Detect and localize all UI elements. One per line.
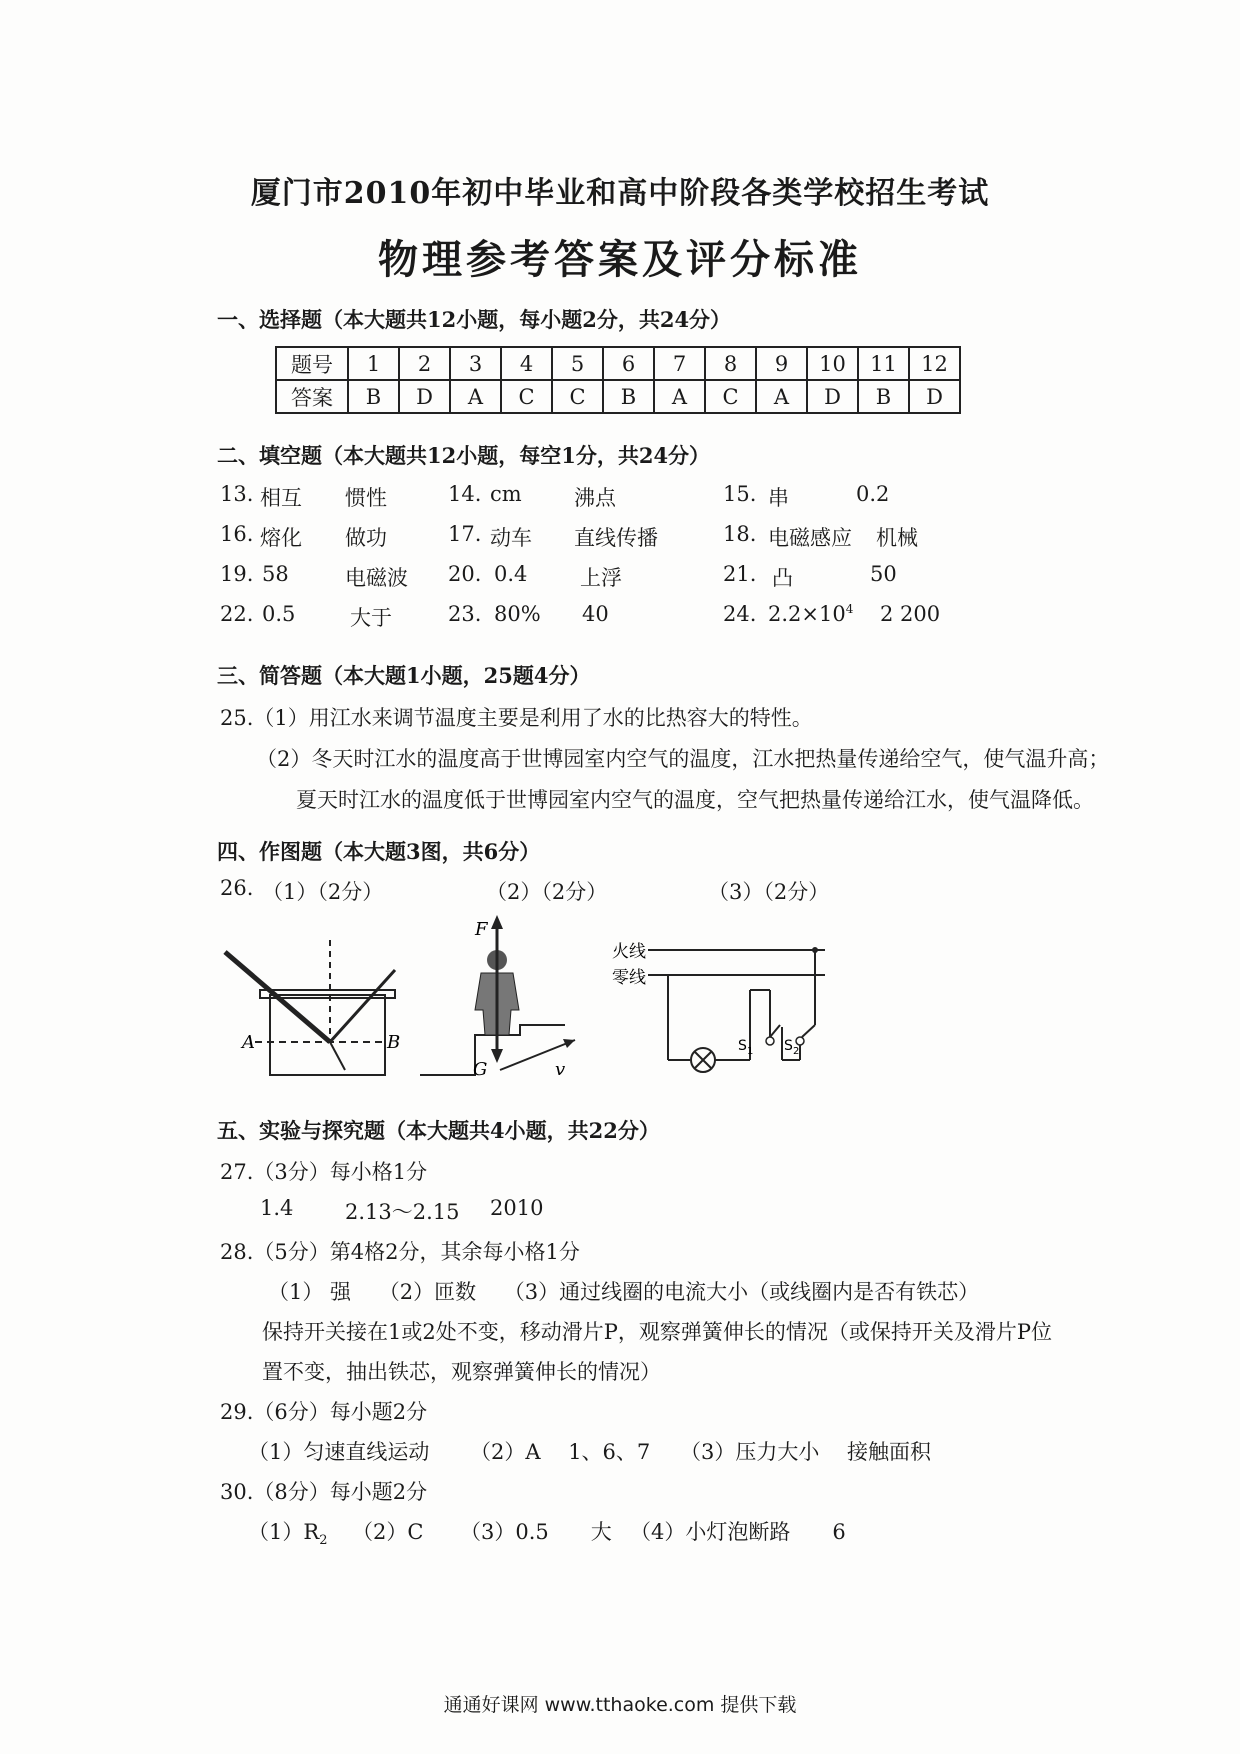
q27-answer1: 1.4: [260, 1196, 294, 1220]
label-live-wire: 火线: [612, 942, 646, 962]
fill-answer: 电磁感应: [768, 526, 852, 550]
fill-answer: 串: [768, 486, 789, 510]
fill-number: 16.: [220, 522, 254, 546]
section1-heading: 一、选择题（本大题共12小题，每小题2分，共24分）: [217, 307, 732, 332]
fill-number: 18.: [723, 522, 757, 546]
fill-number: 24.: [723, 602, 757, 626]
answer-cell: B: [348, 380, 399, 413]
fill-answer: 80%: [494, 602, 541, 626]
fill-number: 17.: [448, 522, 482, 546]
fill-answer: 直线传播: [574, 526, 658, 550]
q29-title: 29.（6分）每小题2分: [220, 1400, 428, 1424]
question-number: 1: [348, 347, 399, 380]
fill-answer: 电磁波: [345, 566, 408, 590]
q28-title: 28.（5分）第4格2分，其余每小格1分: [220, 1240, 580, 1264]
fill-number: 20.: [448, 562, 482, 586]
fill-answer: 相互: [260, 486, 302, 510]
label-s2: S: [784, 1038, 793, 1054]
fill-answer: 0.4: [494, 562, 528, 586]
figure-light-reflection: [215, 930, 405, 1090]
label-v: v: [555, 1059, 566, 1080]
answer-key-title: 物理参考答案及评分标准: [378, 236, 862, 283]
table-row-numbers: [276, 347, 960, 380]
row-label-answers: 答案: [276, 380, 348, 413]
fill-answer: 做功: [345, 526, 387, 550]
question-number: 6: [603, 347, 654, 380]
answer-cell: C: [501, 380, 552, 413]
section2-heading: 二、填空题（本大题共12小题，每空1分，共24分）: [217, 443, 711, 468]
footer-credit: 通通好课网 www.tthaoke.com 提供下载: [443, 1694, 797, 1716]
q29-answer3: （3）压力大小 接触面积: [680, 1440, 932, 1464]
fill-answer: cm: [490, 482, 522, 506]
fill-answer: 上浮: [580, 566, 622, 590]
answer-cell: A: [654, 380, 705, 413]
q28-line3: 置不变，抽出铁芯，观察弹簧伸长的情况）: [262, 1360, 661, 1384]
q25-line3: 夏天时江水的温度低于世博园室内空气的温度，空气把热量传递给江水，使气温降低。: [296, 788, 1094, 812]
question-number: 5: [552, 347, 603, 380]
answer-cell: A: [756, 380, 807, 413]
fill-answer-24: $2.2\times 10^4$: [768, 602, 854, 626]
fill-number: 13.: [220, 482, 254, 506]
q27-answer3: 2010: [490, 1196, 544, 1220]
q29-answer1: （1）匀速直线运动: [248, 1440, 430, 1464]
label-f: F: [475, 919, 488, 940]
fill-number: 22.: [220, 602, 254, 626]
answer-cell: B: [858, 380, 909, 413]
fill-answer: 机械: [876, 526, 918, 550]
fill-answer: 0.2: [856, 482, 890, 506]
answer-cell: D: [807, 380, 858, 413]
label-s2-sub: 2: [793, 1046, 800, 1057]
label-neutral-wire: 零线: [612, 968, 646, 988]
q25-line2: （2）冬天时江水的温度高于世博园室内空气的温度，江水把热量传递给空气，使气温升高；: [256, 747, 1110, 771]
label-s1: S: [738, 1038, 747, 1054]
q26-part1-label: （1）（2分）: [262, 880, 384, 904]
figure-escalator-forces: [415, 915, 600, 1085]
fill-answer: 凸: [772, 566, 793, 590]
exponent: 4: [845, 602, 854, 616]
fill-answer: 熔化: [260, 526, 302, 550]
fill-number: 21.: [723, 562, 757, 586]
exam-title: 厦门市2010年初中毕业和高中阶段各类学校招生考试: [250, 176, 990, 211]
section5-heading: 五、实验与探究题（本大题共4小题，共22分）: [217, 1118, 660, 1143]
question-number: 2: [399, 347, 450, 380]
fill-answer: 动车: [490, 526, 532, 550]
fill-answer: 惯性: [345, 486, 387, 510]
label-b: B: [387, 1032, 401, 1053]
question-number: 12: [909, 347, 960, 380]
q30-answer2: （2）C: [352, 1520, 424, 1544]
table-row-answers: [276, 380, 960, 413]
q29-answer2: （2）A 1、6、7: [470, 1440, 651, 1464]
answer-cell: A: [450, 380, 501, 413]
label-a: A: [242, 1032, 255, 1053]
q28-line1: （1） 强 （2）匝数 （3）通过线圈的电流大小（或线圈内是否有铁芯）: [268, 1280, 980, 1304]
label-s1-sub: 1: [747, 1046, 754, 1057]
q30-title: 30.（8分）每小题2分: [220, 1480, 428, 1504]
fill-number: 19.: [220, 562, 254, 586]
q26-part3-label: （3）（2分）: [708, 880, 830, 904]
answer-cell: D: [909, 380, 960, 413]
figure-household-circuit: [610, 935, 830, 1075]
question-number: 3: [450, 347, 501, 380]
answer-table: [275, 346, 961, 414]
section4-heading: 四、作图题（本大题3图，共6分）: [217, 839, 541, 864]
q25-line1: 25.（1）用江水来调节温度主要是利用了水的比热容大的特性。: [220, 706, 813, 730]
answer-cell: C: [705, 380, 756, 413]
question-number: 8: [705, 347, 756, 380]
fill-number: 14.: [448, 482, 482, 506]
q26-number: 26.: [220, 876, 254, 900]
label-g: G: [473, 1059, 488, 1080]
fill-answer: 2 200: [880, 602, 941, 626]
section3-heading: 三、简答题（本大题1小题，25题4分）: [217, 663, 591, 688]
q30-answer3: （3）0.5 大: [460, 1520, 612, 1544]
subscript: 2: [319, 1533, 328, 1549]
fill-answer: 50: [870, 562, 897, 586]
answer-cell: B: [603, 380, 654, 413]
fill-answer: 40: [582, 602, 609, 626]
answer-cell: C: [552, 380, 603, 413]
q27-answer2: 2.13～2.15: [345, 1200, 460, 1224]
q30-answer1: $(1)R_2$: [248, 1520, 328, 1549]
q27-title: 27.（3分）每小格1分: [220, 1160, 428, 1184]
fill-answer: 沸点: [574, 486, 616, 510]
question-number: 7: [654, 347, 705, 380]
question-number: 4: [501, 347, 552, 380]
q30-answer4: （4）小灯泡断路 6: [630, 1520, 846, 1544]
fill-answer: 0.5: [262, 602, 296, 626]
fill-number: 15.: [723, 482, 757, 506]
fill-number: 23.: [448, 602, 482, 626]
question-number: 10: [807, 347, 858, 380]
question-number: 9: [756, 347, 807, 380]
fill-answer: 58: [262, 562, 289, 586]
q28-line2: 保持开关接在1或2处不变，移动滑片P，观察弹簧伸长的情况（或保持开关及滑片P位: [262, 1320, 1052, 1344]
question-number: 11: [858, 347, 909, 380]
q26-part2-label: （2）（2分）: [486, 880, 608, 904]
row-label-numbers: 题号: [276, 347, 348, 380]
fill-answer: 大于: [350, 606, 392, 630]
answer-cell: D: [399, 380, 450, 413]
